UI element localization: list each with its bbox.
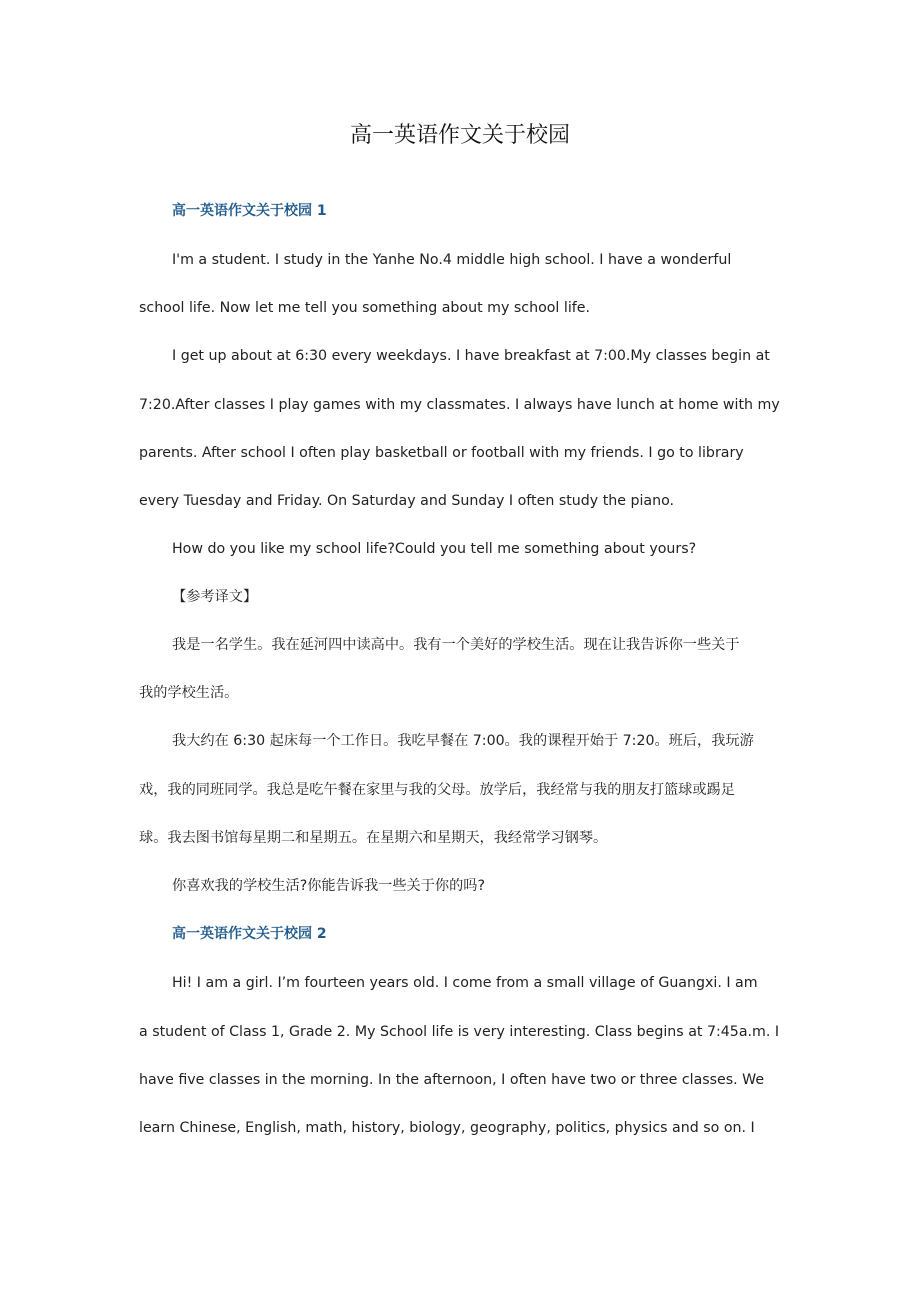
translation-line: 我是一名学生。我在延河四中读高中。我有一个美好的学校生活。现在让我告诉你一些关于 [172,637,740,653]
section-1-heading: 高一英语作文关于校园 1 [172,203,327,219]
translation-line: 我的学校生活。 [139,685,239,701]
translation-line: 我大约在 6:30 起床每一个工作日。我吃早餐在 7:00。我的课程开始于 7:20。班后，我玩游 [172,733,754,749]
paragraph-line: I'm a student. I study in the Yanhe No.4 middle high school. I have a wonderful [172,252,732,268]
paragraph-line: every Tuesday and Friday. On Saturday and Sunday I often study the piano. [139,493,675,509]
paragraph-line: have five classes in the morning. In the afternoon, I often have two or three classes. We [139,1072,765,1088]
paragraph-line: Hi! I am a girl. I’m fourteen years old. I come from a small village of Guangxi. I am [172,975,758,991]
translation-line: 球。我去图书馆每星期二和星期五。在星期六和星期天，我经常学习钢琴。 [139,830,608,846]
document-title: 高一英语作文关于校园 [349,123,570,148]
paragraph-line: a student of Class 1, Grade 2. My School life is very interesting. Class begins at 7:45a.m. I [139,1024,780,1040]
paragraph-line: parents. After school I often play basketball or football with my friends. I go to library [139,445,744,461]
paragraph-line: learn Chinese, English, math, history, biology, geography, politics, physics and so on. I [139,1120,755,1136]
reference-translation-label: 【参考译文】 [172,589,258,605]
paragraph-line: 7:20.After classes I play games with my classmates. I always have lunch at home with my [139,397,780,413]
paragraph-line: school life. Now let me tell you something about my school life. [139,300,591,316]
paragraph-line: I get up about at 6:30 every weekdays. I have breakfast at 7:00.My classes begin at [172,348,770,364]
translation-line: 你喜欢我的学校生活?你能告诉我一些关于你的吗? [172,878,485,894]
section-2-heading: 高一英语作文关于校园 2 [172,926,327,942]
translation-line: 戏，我的同班同学。我总是吃午餐在家里与我的父母。放学后，我经常与我的朋友打篮球或踢足 [139,782,735,798]
paragraph-line: How do you like my school life?Could you tell me something about yours? [172,541,697,557]
